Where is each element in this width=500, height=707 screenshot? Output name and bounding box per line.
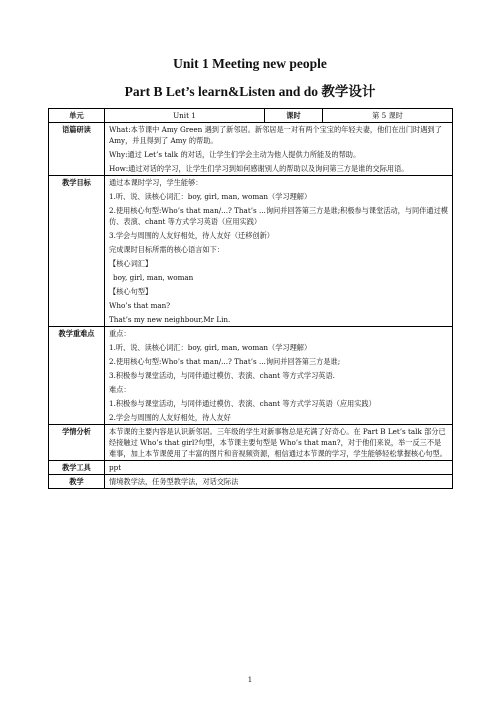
tools-label: 教学工具 — [49, 461, 105, 475]
methods-row — [49, 475, 453, 489]
objectives-content — [105, 176, 453, 327]
tools-row — [49, 461, 453, 475]
key-points-line: 1.积极参与课堂活动，与同伴通过模仿、表演、chant 等方式学习英语（应用实践） — [109, 399, 376, 408]
key-points-row — [49, 327, 453, 425]
objectives-line: boy, girl, man, woman — [113, 273, 194, 282]
objectives-line: 2.使用核心句型:Who’s that man/...? That’s ...询问并回答第三方是谁;积极参与课堂活动，与同伴通过模仿、表演、chant 等方式学习英语（应用实践） — [109, 206, 448, 226]
objectives-label: 教学目标 — [49, 176, 105, 327]
text-analysis-row — [49, 123, 453, 176]
header-row — [49, 109, 453, 123]
methods-label: 教学 — [49, 475, 105, 489]
objectives-line: 1.听、说、读核心词汇：boy, girl, man, woman（学习理解） — [109, 192, 312, 201]
text-analysis-why: Why:通过 Let’s talk 的对话，让学生们学会主动为他人提供力所能及的帮助。 — [109, 150, 361, 159]
objectives-row — [49, 176, 453, 327]
tools-value: ppt — [105, 461, 453, 475]
unit-value: Unit 1 — [105, 109, 265, 123]
objectives-line: 完成课时目标所需的核心语言如下： — [109, 245, 225, 254]
key-points-line: 1.听、说、读核心词汇：boy, girl, man, woman（学习理解） — [109, 343, 312, 352]
objectives-line: That’s my new neighbour,Mr Lin. — [109, 315, 231, 324]
period-value: 第 5 课时 — [323, 109, 453, 123]
objectives-line: Who’s that man? — [109, 301, 171, 310]
student-analysis-label: 学情分析 — [49, 425, 105, 461]
document-title: Unit 1 Meeting new people — [173, 56, 327, 71]
lesson-plan-table — [48, 108, 453, 489]
objectives-line: 3.学会与周围的人友好相处，待人友好（迁移创新） — [109, 231, 274, 240]
objectives-line: 【核心句型】 — [109, 287, 153, 296]
key-points-line: 3.积极参与课堂活动，与同伴通过模仿、表演、chant 等方式学习英语. — [109, 371, 335, 380]
document-subtitle: Part B Let’s learn&Listen and do 教学设计 — [124, 84, 376, 99]
unit-label: 单元 — [49, 109, 105, 123]
key-points-line: 2.学会与周围的人友好相处，待人友好 — [109, 413, 231, 422]
student-analysis-text: 本节课的主要内容是认识新邻居。三年级的学生对新事物总是充满了好奇心。在 Part B Let’s talk 部分已经接触过 Who’s that girl?句型，本节课主要句型是 Who’s that man?，对于他们来说，举一反三不是难事，加上本节课使用了丰富的图片和音视频资源，相信通过本节课的学习，学生能够轻松掌握核心句型。 — [109, 427, 447, 458]
text-analysis-what: What:本节课中 Amy Green 遇到了新邻居。新邻居是一对有两个宝宝的年轻夫妻，他们在出门时遇到了 Amy，并且得到了 Amy 的帮助。 — [109, 125, 442, 145]
page-number: 1 — [247, 676, 253, 684]
period-label: 课时 — [265, 109, 323, 123]
objectives-line: 通过本课时学习，学生能够： — [109, 178, 203, 187]
key-points-label: 教学重难点 — [49, 327, 105, 425]
text-analysis-content — [105, 123, 453, 176]
text-analysis-label: 语篇研读 — [49, 123, 105, 176]
key-points-line: 重点： — [109, 329, 131, 338]
key-points-line: 难点： — [109, 385, 131, 394]
methods-value: 情境教学法，任务型教学法，对话交际法 — [105, 475, 453, 489]
student-analysis-content — [105, 425, 453, 461]
key-points-content — [105, 327, 453, 425]
student-analysis-row — [49, 425, 453, 461]
objectives-line: 【核心词汇】 — [109, 259, 153, 268]
key-points-line: 2.使用核心句型:Who’s that man/...? That’s ...询问并回答第三方是谁; — [109, 357, 341, 366]
text-analysis-how: How:通过对话的学习，让学生们学习到如何感谢别人的帮助以及询问第三方是谁的交际用语。 — [109, 164, 409, 173]
